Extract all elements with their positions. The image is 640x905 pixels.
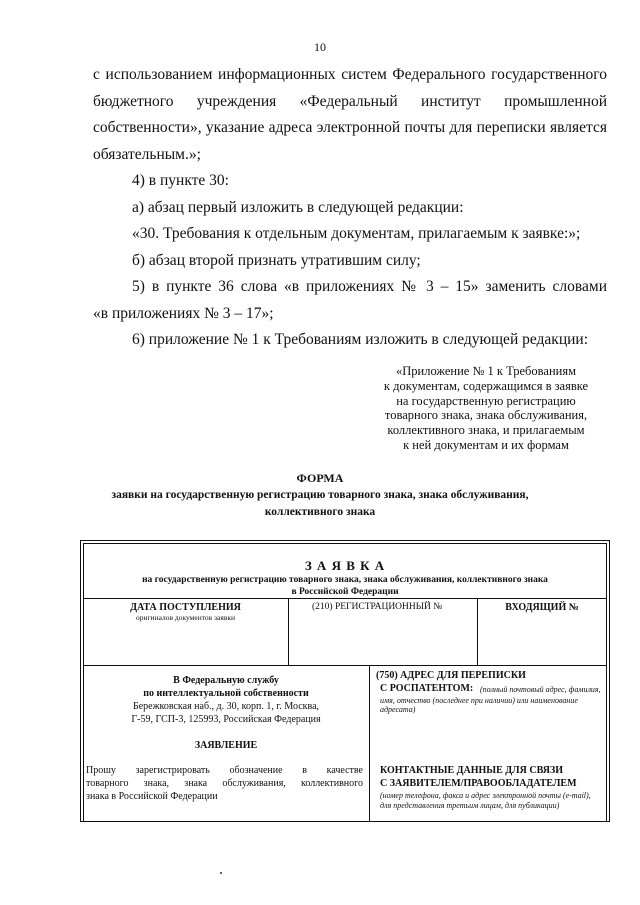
annex-line: на государственную регистрацию	[396, 393, 576, 408]
annex-reference	[370, 364, 602, 453]
form-divider	[83, 598, 607, 599]
date-received-note: оригиналов документов заявки	[135, 613, 236, 622]
paragraph: 4) в пункте 30:	[132, 172, 229, 189]
paragraph: а) абзац первый изложить в следующей редакции:	[132, 198, 464, 216]
address-line: Бережковская наб., д. 30, корп. 1, г. Москва,	[132, 701, 320, 712]
incoming-number-label: ВХОДЯЩИЙ №	[505, 602, 579, 613]
annex-line: к ней документам и их формам	[403, 437, 569, 452]
paragraph-line: бюджетного учреждения «Федеральный институт промышленной	[93, 92, 607, 110]
page-number: 10	[314, 40, 326, 54]
date-received-label: ДАТА ПОСТУПЛЕНИЯ	[130, 602, 241, 613]
address-line: Г-59, ГСП-3, 125993, Российская Федерация	[131, 714, 321, 725]
correspondence-address-label: (750) АДРЕС ДЛЯ ПЕРЕПИСКИ	[376, 670, 526, 681]
correspondence-note: (полный почтовый адрес, фамилия,	[480, 685, 601, 694]
form-divider	[83, 665, 607, 666]
registration-number-label: (210) РЕГИСТРАЦИОННЫЙ №	[312, 602, 443, 612]
paragraph-line: с использованием информационных систем Федерального государственного	[93, 66, 607, 83]
contact-data-note: для представления третьим лицам, для публикации)	[380, 801, 560, 810]
paragraph-line: «в приложениях № 3 – 17»;	[93, 304, 274, 322]
form-title-block	[80, 470, 560, 521]
form-subtitle-line: заявки на государственную регистрацию товарного знака, знака обслуживания,	[111, 489, 529, 501]
paragraph-line: 5) в пункте 36 слова «в приложениях № 3 – 15» заменить словами	[132, 278, 607, 295]
paragraph-line: собственности», указание адреса электронной почты для переписки является	[93, 119, 607, 136]
paragraph-line: обязательным.»;	[93, 145, 201, 163]
form-subtitle-line: коллективного знака	[264, 506, 376, 518]
request-line: знака в Российской Федерации	[86, 791, 218, 802]
form-border	[80, 540, 610, 541]
contact-data-note: (номер телефона, факса и адрес электронной почты (e-mail),	[380, 791, 591, 800]
correspondence-address-label: С РОСПАТЕНТОМ:	[380, 683, 474, 694]
scan-speck	[220, 872, 222, 874]
form-divider	[369, 665, 370, 821]
annex-line: к документам, содержащимся в заявке	[383, 378, 589, 393]
paragraph: 6) приложение № 1 к Требованиям изложить в следующей редакции:	[132, 331, 589, 348]
form-header-sub: на государственную регистрацию товарного знака, знака обслуживания, коллективного знака	[142, 575, 548, 585]
addressee-line: по интеллектуальной собственности	[143, 688, 309, 699]
application-form	[80, 540, 610, 822]
addressee-line: В Федеральную службу	[173, 675, 279, 686]
request-line: товарного знака, знака обслуживания, коллективного	[86, 778, 363, 789]
correspondence-note: имя, отчество (последнее при наличии) или наименование	[380, 696, 578, 705]
form-border	[83, 543, 607, 544]
contact-data-label: С ЗАЯВИТЕЛЕМ/ПРАВООБЛАДАТЕЛЕМ	[380, 778, 577, 789]
correspondence-note: адресата)	[380, 705, 416, 714]
contact-data-label: КОНТАКТНЫЕ ДАННЫЕ ДЛЯ СВЯЗИ	[380, 765, 564, 776]
form-header: З А Я В К А	[304, 558, 386, 573]
request-line: Прошу зарегистрировать обозначение в качестве	[86, 765, 363, 776]
annex-line: товарного знака, знака обслуживания,	[384, 408, 588, 423]
form-title: ФОРМА	[296, 471, 344, 485]
statement-title: ЗАЯВЛЕНИЕ	[194, 740, 258, 751]
paragraph: «30. Требования к отдельным документам, прилагаемым к заявке:»;	[132, 225, 581, 242]
main-text	[93, 62, 607, 354]
annex-line: коллективного знака, и прилагаемым	[387, 423, 585, 438]
form-border	[80, 821, 610, 822]
form-header-sub: в Российской Федерации	[291, 587, 399, 597]
paragraph: б) абзац второй признать утратившим силу;	[132, 251, 421, 269]
form-divider	[288, 598, 289, 665]
annex-line: «Приложение № 1 к Требованиям	[396, 364, 576, 378]
